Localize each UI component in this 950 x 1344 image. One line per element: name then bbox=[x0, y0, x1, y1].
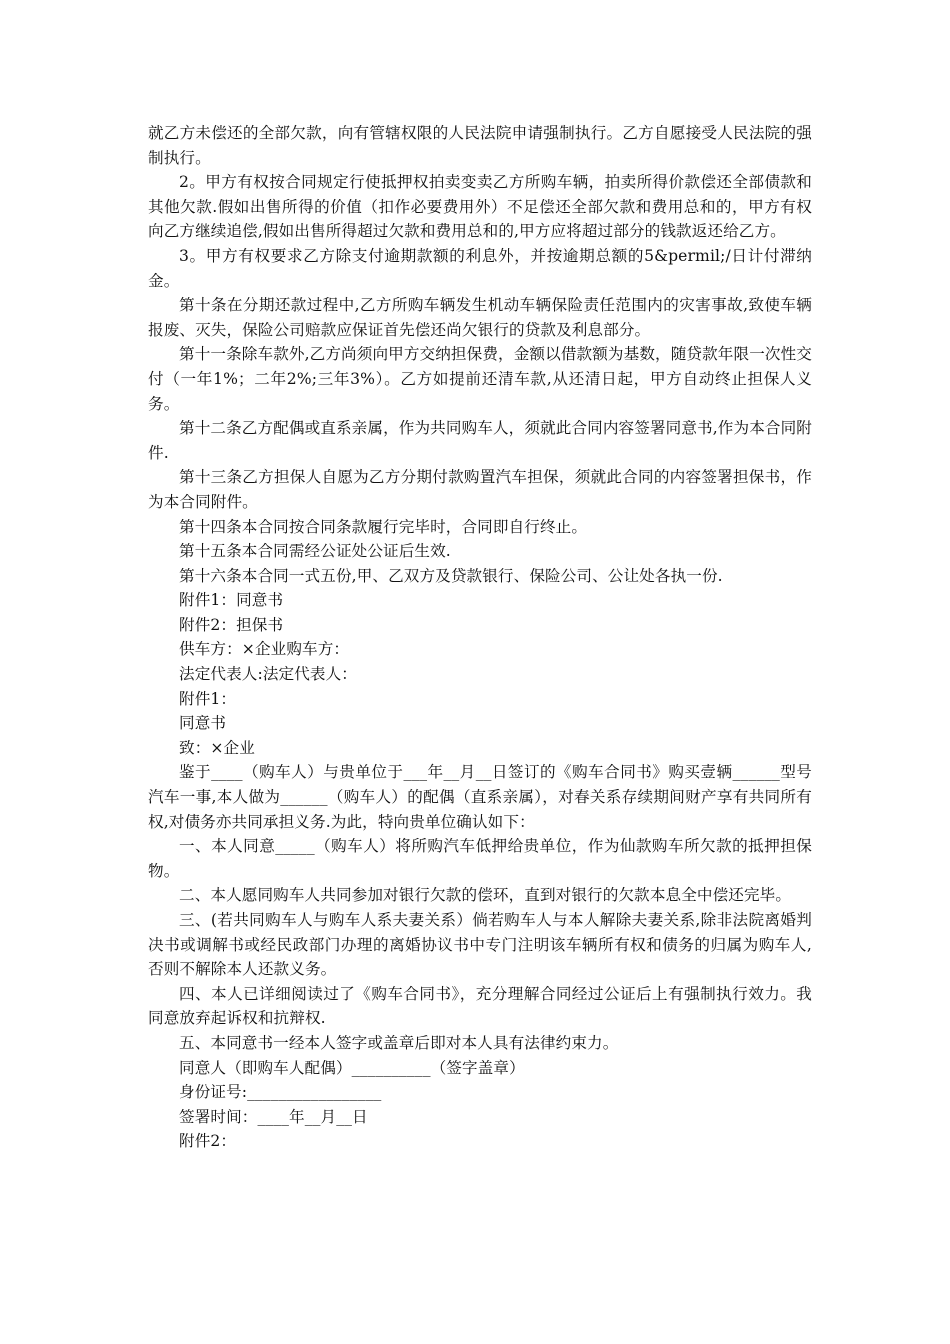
article-15: 第十五条本合同需经公证处公证后生效. bbox=[179, 542, 451, 561]
addressee-line: 致：×企业 bbox=[179, 738, 255, 757]
article-16: 第十六条本合同一式五份,甲、乙双方及贷款银行、保险公司、公让处各执一份. bbox=[179, 566, 723, 585]
consenter-signature-line: 同意人（即购车人配偶）__________（签字盖章） bbox=[179, 1058, 525, 1077]
attachment-1-line: 附件1：同意书 bbox=[179, 591, 284, 610]
consent-item-1: 一、本人同意_____（购车人）将所购汽车低押给贵单位，作为仙款购车所欠款的抵押担保物。 bbox=[148, 837, 812, 880]
consent-item-5: 五、本同意书一经本人签字或盖章后即对本人具有法律约束力。 bbox=[179, 1033, 619, 1052]
article-10: 第十条在分期还款过程中,乙方所购车辆发生机动车辆保险责任范围内的灾害事故,致使车辆报废、灭失，保险公司赔款应保证首先偿还尚欠银行的贷款及利息部分。 bbox=[148, 296, 812, 339]
attachment-1-heading: 附件1： bbox=[179, 689, 237, 708]
consent-item-4: 四、本人已详细阅读过了《购车合同书》，充分理解合同经过公证后上有强制执行效力。我同意放弃起诉权和抗辩权. bbox=[148, 984, 812, 1028]
consent-preamble: 鉴于____（购车人）与贵单位于___年__月__日签订的《购车合同书》购买壹辆______型号汽车一事,本人做为______（购车人）的配偶（直系亲属），对春关系存续期间财产享有共同所有权,对债务亦共同承担义务.为此，特向贵单位确认如下： bbox=[148, 763, 812, 831]
attachment-2-heading: 附件2： bbox=[179, 1132, 237, 1151]
article-14: 第十四条本合同按合同条款履行完毕时，合同即自行终止。 bbox=[179, 517, 588, 536]
signing-date-line: 签署时间：____年__月__日 bbox=[179, 1107, 368, 1126]
supplier-buyer-line: 供车方：×企业购车方： bbox=[179, 640, 350, 659]
consent-letter-title: 同意书 bbox=[179, 714, 227, 733]
article-13: 第十三条乙方担保人自愿为乙方分期付款购置汽车担保，须就此合同的内容签署担保书，作为本合同附件。 bbox=[148, 468, 812, 511]
legal-representative-line: 法定代表人:法定代表人： bbox=[179, 665, 357, 684]
paragraph-continuation: 就乙方未偿还的全部欠款，向有管辖权限的人民法院申请强制执行。乙方自愿接受人民法院的强制执行。 bbox=[148, 124, 812, 167]
consent-item-2: 二、本人愿同购车人共同参加对银行欠款的偿环，直到对银行的欠款本息全中偿还完毕。 bbox=[179, 886, 792, 905]
consent-item-3: 三、(若共同购车人与购车人系夫妻关系）倘若购车人与本人解除夫妻关系,除非法院离婚判决书或调解书或经民政部门办理的离婚协议书中专门注明该车辆所有权和债务的归属为购车人,否则不解除本人还款义务。 bbox=[148, 911, 812, 979]
clause-3: 3。甲方有权要求乙方除支付逾期款额的利息外，并按逾期总额的5&permil;/日计付滞纳金。 bbox=[148, 246, 812, 290]
document-body bbox=[148, 121, 812, 1154]
article-12: 第十二条乙方配偶或直系亲属，作为共同购车人，须就此合同内容签署同意书,作为本合同附件. bbox=[148, 419, 812, 462]
article-11: 第十一条除车款外,乙方尚须向甲方交纳担保费，金额以借款额为基数，随贷款年限一次性交付（一年1%；二年2%;三年3%）。乙方如提前还清车款,从还清日起，甲方自动终止担保人义务。 bbox=[148, 345, 812, 413]
clause-2: 2。甲方有权按合同规定行使抵押权拍卖变卖乙方所购车辆，拍卖所得价款偿还全部债款和其他欠款.假如出售所得的价值（扣作必要费用外）不足偿还全部欠款和费用总和的，甲方有权向乙方继续追偿,假如出售所得超过欠款和费用总和的,甲方应将超过部分的钱款返还给乙方。 bbox=[148, 173, 812, 241]
id-number-line: 身份证号:_________________ bbox=[179, 1083, 382, 1102]
attachment-2-line: 附件2：担保书 bbox=[179, 615, 284, 634]
